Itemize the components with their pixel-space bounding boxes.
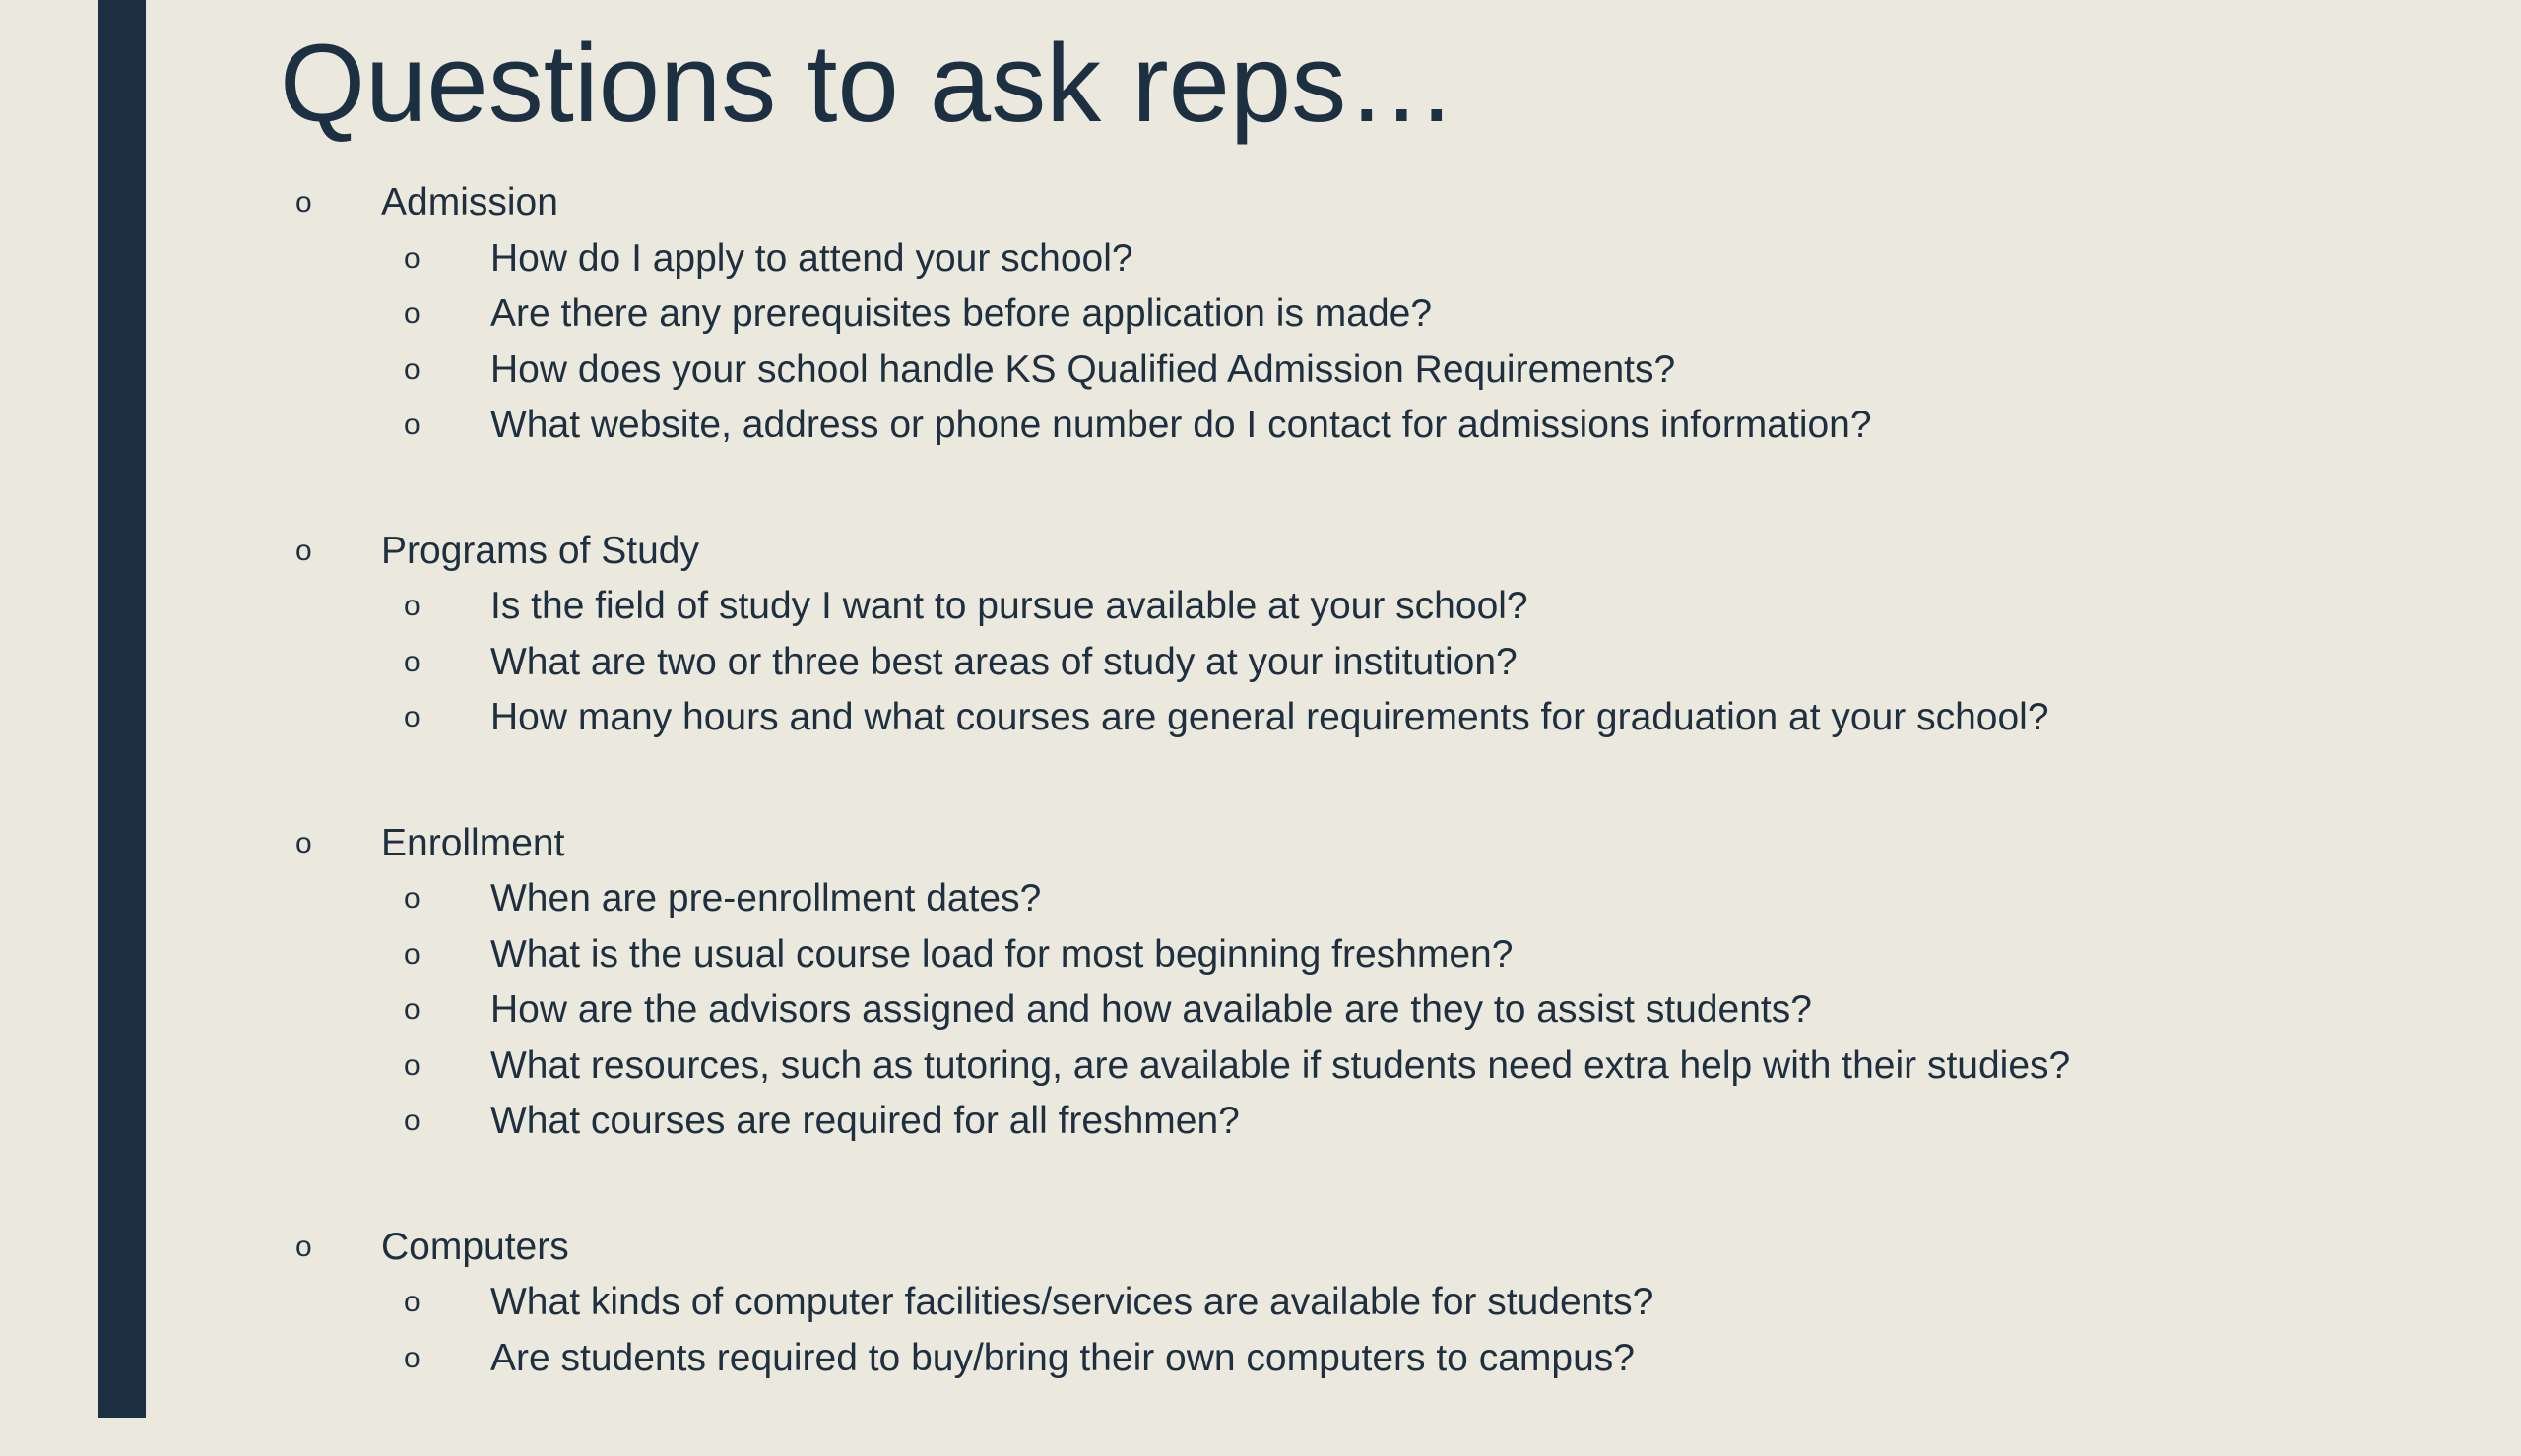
- list-item-text: Is the field of study I want to pursue available at your school?: [490, 585, 1528, 627]
- list-item-text: What website, address or phone number do I contact for admissions information?: [490, 404, 1872, 446]
- section-heading: Computers: [381, 1225, 569, 1268]
- list-item: [295, 398, 2462, 454]
- list-item: [295, 231, 2462, 287]
- circle-bullet-icon: o: [404, 1286, 420, 1318]
- section-heading: Admission: [381, 181, 558, 223]
- list-item: [295, 286, 2462, 343]
- circle-bullet-icon: o: [295, 826, 312, 859]
- circle-bullet-icon: o: [295, 186, 312, 219]
- section-programs-of-study: [295, 524, 2462, 746]
- circle-bullet-icon: o: [404, 993, 420, 1026]
- list-item-text: How does your school handle KS Qualified Admission Requirements?: [490, 348, 1676, 391]
- list-item: [295, 1331, 2462, 1387]
- circle-bullet-icon: o: [404, 409, 420, 441]
- list-item-text: How do I apply to attend your school?: [490, 236, 1133, 280]
- accent-bar: [98, 0, 146, 1418]
- list-item: [295, 982, 2462, 1039]
- list-item: [295, 1094, 2462, 1150]
- list-item: [295, 635, 2462, 691]
- circle-bullet-icon: o: [404, 352, 420, 386]
- circle-bullet-icon: o: [404, 937, 420, 971]
- circle-bullet-icon: o: [295, 1230, 312, 1263]
- section-heading-row: [295, 1220, 2462, 1276]
- list-item-text: How many hours and what courses are general requirements for graduation at your school?: [490, 696, 2049, 738]
- list-item-text: How are the advisors assigned and how available are they to assist students?: [490, 988, 1812, 1031]
- list-item-text: What kinds of computer facilities/services are available for students?: [490, 1281, 1654, 1323]
- list-item: [295, 343, 2462, 399]
- slide-title: Questions to ask reps…: [280, 22, 1457, 145]
- slide-body: [295, 175, 2462, 1456]
- section-heading: Enrollment: [381, 821, 565, 864]
- section-heading: Programs of Study: [381, 529, 699, 572]
- list-item-text: What are two or three best areas of study at your institution?: [490, 640, 1518, 683]
- list-item-text: Are students required to buy/bring their own computers to campus?: [490, 1336, 1635, 1379]
- list-item: [295, 690, 2462, 746]
- list-item-text: Are there any prerequisites before application is made?: [490, 292, 1433, 335]
- section-admission: [295, 175, 2462, 454]
- circle-bullet-icon: o: [404, 1341, 420, 1374]
- circle-bullet-icon: o: [404, 1105, 420, 1137]
- list-item: [295, 1039, 2462, 1095]
- circle-bullet-icon: o: [404, 1048, 420, 1082]
- circle-bullet-icon: o: [404, 241, 420, 275]
- list-item-text: What courses are required for all freshmen?: [490, 1100, 1240, 1142]
- circle-bullet-icon: o: [404, 590, 420, 622]
- section-heading-row: [295, 175, 2462, 231]
- list-item: [295, 579, 2462, 635]
- list-item: [295, 1275, 2462, 1331]
- section-computers: [295, 1220, 2462, 1387]
- section-heading-row: [295, 816, 2462, 872]
- circle-bullet-icon: o: [404, 882, 420, 915]
- list-item: [295, 927, 2462, 983]
- section-heading-row: [295, 524, 2462, 580]
- list-item-text: When are pre-enrollment dates?: [490, 877, 1042, 919]
- list-item-text: What is the usual course load for most beginning freshmen?: [490, 932, 1514, 976]
- circle-bullet-icon: o: [404, 701, 420, 733]
- circle-bullet-icon: o: [295, 534, 312, 567]
- circle-bullet-icon: o: [404, 645, 420, 678]
- section-enrollment: [295, 816, 2462, 1150]
- list-item-text: What resources, such as tutoring, are available if students need extra help with their studies?: [490, 1044, 2071, 1087]
- circle-bullet-icon: o: [404, 297, 420, 330]
- list-item: [295, 871, 2462, 927]
